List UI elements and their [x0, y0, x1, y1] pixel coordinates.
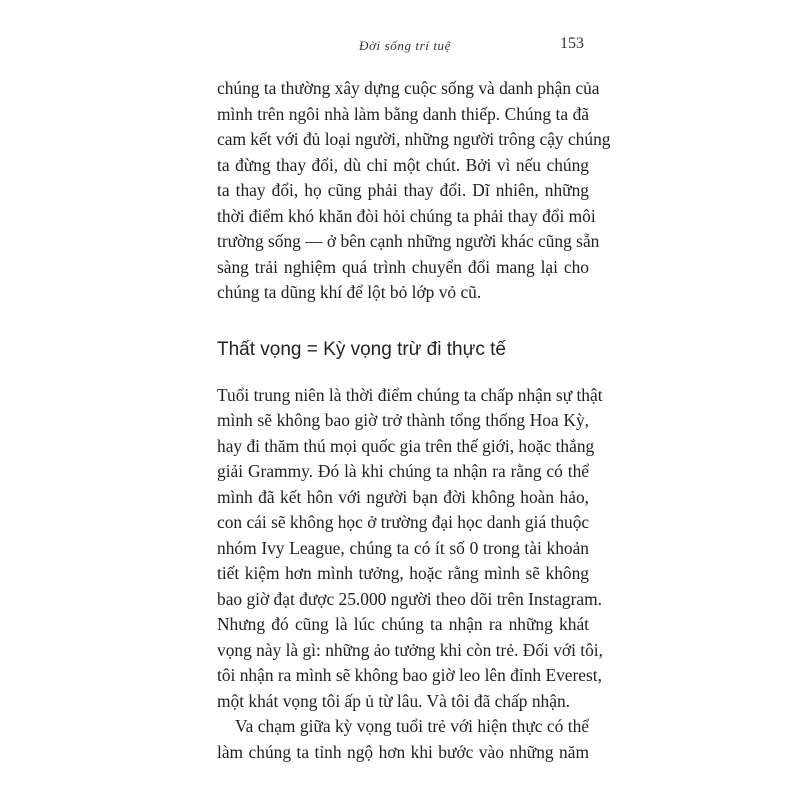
paragraph-next: [217, 714, 589, 765]
paragraph-section-intro: [217, 383, 603, 715]
text-line: tôi nhận ra mình sẽ không bao giờ leo lên đỉnh Everest,: [217, 665, 602, 685]
text-line: cam kết với đủ loại người, những người trông cậy chúng: [217, 129, 611, 149]
text-line: con cái sẽ không học ở trường đại học danh giá thuộc: [217, 512, 590, 532]
paragraph-continuation: [217, 76, 611, 306]
running-head: [0, 35, 800, 58]
text-line: bao giờ đạt được 25.000 người theo dõi trên Instagram.: [217, 588, 602, 609]
text-line: giải Grammy. Đó là khi chúng ta nhận ra rằng có thể: [217, 461, 589, 481]
text-line: nhóm Ivy League, chúng ta có ít số 0 trong tài khoản: [217, 537, 589, 558]
text-line: chúng ta thường xây dựng cuộc sống và danh phận của: [217, 78, 600, 98]
text-line: làm chúng ta tỉnh ngộ hơn khi bước vào những năm: [217, 741, 589, 762]
text-line: ta thay đổi, họ cũng phải thay đổi. Dĩ nhiên, những: [217, 180, 589, 200]
text-line: vọng này là gì: những ảo tưởng khi còn trẻ. Đối với tôi,: [217, 639, 603, 660]
text-line: tiết kiệm hơn mình tưởng, hoặc rằng mình sẽ không: [217, 563, 589, 583]
section-heading: Thất vọng = Kỳ vọng trừ đi thực tế: [217, 338, 506, 360]
body-text: [217, 76, 611, 765]
text-line: mình đã kết hôn với người bạn đời không hoàn hảo,: [217, 486, 589, 507]
text-line: một khát vọng tôi ấp ủ từ lâu. Và tôi đã chấp nhận.: [217, 690, 570, 711]
text-line: trường sống — ở bên cạnh những người khác cũng sẵn: [217, 231, 600, 251]
text-line: thời điểm khó khăn đòi hỏi chúng ta phải thay đổi môi: [217, 205, 596, 226]
text-line: Nhưng đó cũng là lúc chúng ta nhận ra những khát: [217, 614, 589, 634]
text-line: hay đi thăm thú mọi quốc gia trên thế giới, hoặc thắng: [217, 435, 595, 456]
page-number: 153: [560, 35, 584, 52]
running-title: Đời sống trí tuệ: [359, 38, 452, 53]
text-line: mình trên ngôi nhà làm bằng danh thiếp. Chúng ta đã: [217, 103, 589, 124]
text-line: sàng trải nghiệm quá trình chuyển đổi mang lại cho: [217, 256, 589, 277]
text-line: mình sẽ không bao giờ trở thành tổng thống Hoa Kỳ,: [217, 410, 589, 430]
text-line: ta đừng thay đổi, dù chỉ một chút. Bởi vì nếu chúng: [217, 154, 589, 175]
text-line: chúng ta dũng khí để lột bỏ lớp vỏ cũ.: [217, 282, 482, 302]
text-line: Tuổi trung niên là thời điểm chúng ta chấp nhận sự thật: [217, 384, 603, 405]
text-line: Va chạm giữa kỳ vọng tuổi trẻ với hiện thực có thể: [235, 716, 589, 736]
